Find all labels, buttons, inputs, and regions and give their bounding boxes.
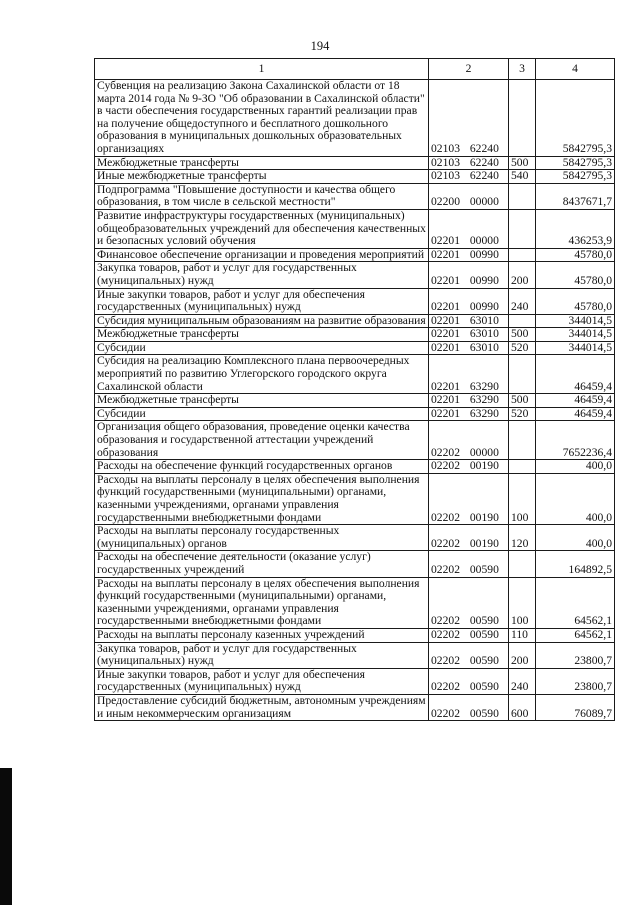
row-vr: 100 [509,473,536,524]
row-vr: 120 [509,525,536,551]
row-code: 02202 00590 [429,642,509,668]
row-sum: 344014,5 [536,314,615,328]
row-vr [509,80,536,157]
row-code: 02202 00190 [429,460,509,474]
row-name: Субсидия муниципальным образованиям на развитие образования [95,314,429,328]
row-vr: 240 [509,288,536,314]
table-row [95,156,615,170]
row-vr [509,183,536,209]
row-code: 02103 62240 [429,170,509,184]
row-name: Расходы на выплаты персоналу государственных (муниципальных) органов [95,525,429,551]
row-code: 02201 63010 [429,328,509,342]
row-code: 02201 63010 [429,314,509,328]
row-sum: 23800,7 [536,668,615,694]
row-name: Иные закупки товаров, работ и услуг для обеспечения государственных (муниципальных) нужд [95,288,429,314]
table-row [95,668,615,694]
row-code: 02201 00990 [429,248,509,262]
row-name: Подпрограмма "Повышение доступности и качества общего образования, в том числе в сельской местности" [95,183,429,209]
row-sum: 64562,1 [536,577,615,628]
row-vr: 520 [509,341,536,355]
row-name: Иные межбюджетные трансферты [95,170,429,184]
row-name: Расходы на выплаты персоналу казенных учреждений [95,628,429,642]
header-col-name: 1 [95,59,429,80]
row-name: Закупка товаров, работ и услуг для государственных (муниципальных) нужд [95,262,429,288]
row-sum: 46459,4 [536,394,615,408]
row-sum: 5842795,3 [536,80,615,157]
row-name: Расходы на обеспечение функций государственных органов [95,460,429,474]
row-vr [509,314,536,328]
table-row [95,642,615,668]
row-sum: 7652236,4 [536,421,615,460]
row-sum: 400,0 [536,473,615,524]
row-sum: 45780,0 [536,248,615,262]
row-vr: 100 [509,577,536,628]
table-row [95,170,615,184]
row-name: Иные закупки товаров, работ и услуг для обеспечения государственных (муниципальных) нужд [95,668,429,694]
row-vr [509,209,536,248]
row-code: 02201 00990 [429,288,509,314]
row-vr [509,355,536,394]
row-code: 02202 00590 [429,694,509,720]
table-row [95,525,615,551]
row-name: Закупка товаров, работ и услуг для государственных (муниципальных) нужд [95,642,429,668]
row-sum: 164892,5 [536,551,615,577]
row-sum: 23800,7 [536,642,615,668]
table-header-row [95,59,615,80]
row-sum: 436253,9 [536,209,615,248]
row-sum: 344014,5 [536,341,615,355]
table-row [95,328,615,342]
row-code: 02202 00590 [429,577,509,628]
row-vr [509,248,536,262]
row-name: Предоставление субсидий бюджетным, автономным учреждениям и иным некоммерческим организациям [95,694,429,720]
row-code: 02202 00590 [429,668,509,694]
row-vr: 240 [509,668,536,694]
budget-table-body [95,59,615,721]
scan-edge-bar [0,768,12,905]
row-code: 02202 00590 [429,628,509,642]
row-sum: 400,0 [536,525,615,551]
table-row [95,407,615,421]
row-code: 02103 62240 [429,156,509,170]
table-row [95,694,615,720]
header-col-code: 2 [429,59,509,80]
row-code: 02201 63290 [429,355,509,394]
row-sum: 64562,1 [536,628,615,642]
header-col-vr: 3 [509,59,536,80]
row-sum: 5842795,3 [536,156,615,170]
table-row [95,628,615,642]
row-vr [509,460,536,474]
table-row [95,183,615,209]
row-vr [509,551,536,577]
row-name: Расходы на обеспечение деятельности (оказание услуг) государственных учреждений [95,551,429,577]
row-vr: 540 [509,170,536,184]
row-sum: 46459,4 [536,355,615,394]
row-name: Субвенция на реализацию Закона Сахалинской области от 18 марта 2014 года № 9-ЗО "Об образовании в Сахалинской области" в части обеспечения государственных гарантий реализации прав на получение общедоступного и бесплатного дошкольного образования в муниципальных дошкольных образовательных организациях [95,80,429,157]
row-name: Субсидии [95,341,429,355]
table-row [95,421,615,460]
row-vr [509,421,536,460]
row-sum: 45780,0 [536,288,615,314]
table-row [95,80,615,157]
table-row [95,473,615,524]
table-row [95,341,615,355]
row-vr: 200 [509,642,536,668]
row-name: Расходы на выплаты персоналу в целях обеспечения выполнения функций государственными (муниципальными) органами, казенными учреждениями, органами управления государственными внебюджетными фондами [95,577,429,628]
table-row [95,460,615,474]
row-sum: 45780,0 [536,262,615,288]
row-sum: 8437671,7 [536,183,615,209]
row-code: 02201 63290 [429,394,509,408]
row-vr: 520 [509,407,536,421]
row-code: 02103 62240 [429,80,509,157]
budget-table [94,58,615,721]
row-name: Межбюджетные трансферты [95,156,429,170]
page-number: 194 [310,39,330,53]
row-name: Расходы на выплаты персоналу в целях обеспечения выполнения функций государственными (муниципальными) органами, казенными учреждениями, органами управления государственными внебюджетными фондами [95,473,429,524]
row-vr: 200 [509,262,536,288]
table-row [95,209,615,248]
row-sum: 400,0 [536,460,615,474]
row-code: 02201 63010 [429,341,509,355]
row-name: Финансовое обеспечение организации и проведения мероприятий [95,248,429,262]
table-row [95,394,615,408]
row-code: 02202 00590 [429,551,509,577]
row-vr: 110 [509,628,536,642]
table-row [95,551,615,577]
row-code: 02201 00990 [429,262,509,288]
row-name: Межбюджетные трансферты [95,394,429,408]
row-sum: 344014,5 [536,328,615,342]
table-row [95,262,615,288]
table-row [95,355,615,394]
row-code: 02202 00190 [429,525,509,551]
row-sum: 46459,4 [536,407,615,421]
row-name: Субсидия на реализацию Комплексного плана первоочередных мероприятий по развитию Углегорского городского округа Сахалинской области [95,355,429,394]
row-name: Субсидии [95,407,429,421]
table-row [95,288,615,314]
row-name: Организация общего образования, проведение оценки качества образования и государственной аттестации учреждений образования [95,421,429,460]
header-col-sum: 4 [536,59,615,80]
row-sum: 76089,7 [536,694,615,720]
row-vr: 600 [509,694,536,720]
row-name: Развитие инфраструктуры государственных (муниципальных) общеобразовательных учреждений для обеспечения качественных и безопасных условий обучения [95,209,429,248]
table-row [95,577,615,628]
row-code: 02200 00000 [429,183,509,209]
row-code: 02201 63290 [429,407,509,421]
row-code: 02201 00000 [429,209,509,248]
row-vr: 500 [509,156,536,170]
table-row [95,248,615,262]
row-sum: 5842795,3 [536,170,615,184]
table-row [95,314,615,328]
row-name: Межбюджетные трансферты [95,328,429,342]
row-code: 02202 00190 [429,473,509,524]
row-code: 02202 00000 [429,421,509,460]
row-vr: 500 [509,328,536,342]
row-vr: 500 [509,394,536,408]
